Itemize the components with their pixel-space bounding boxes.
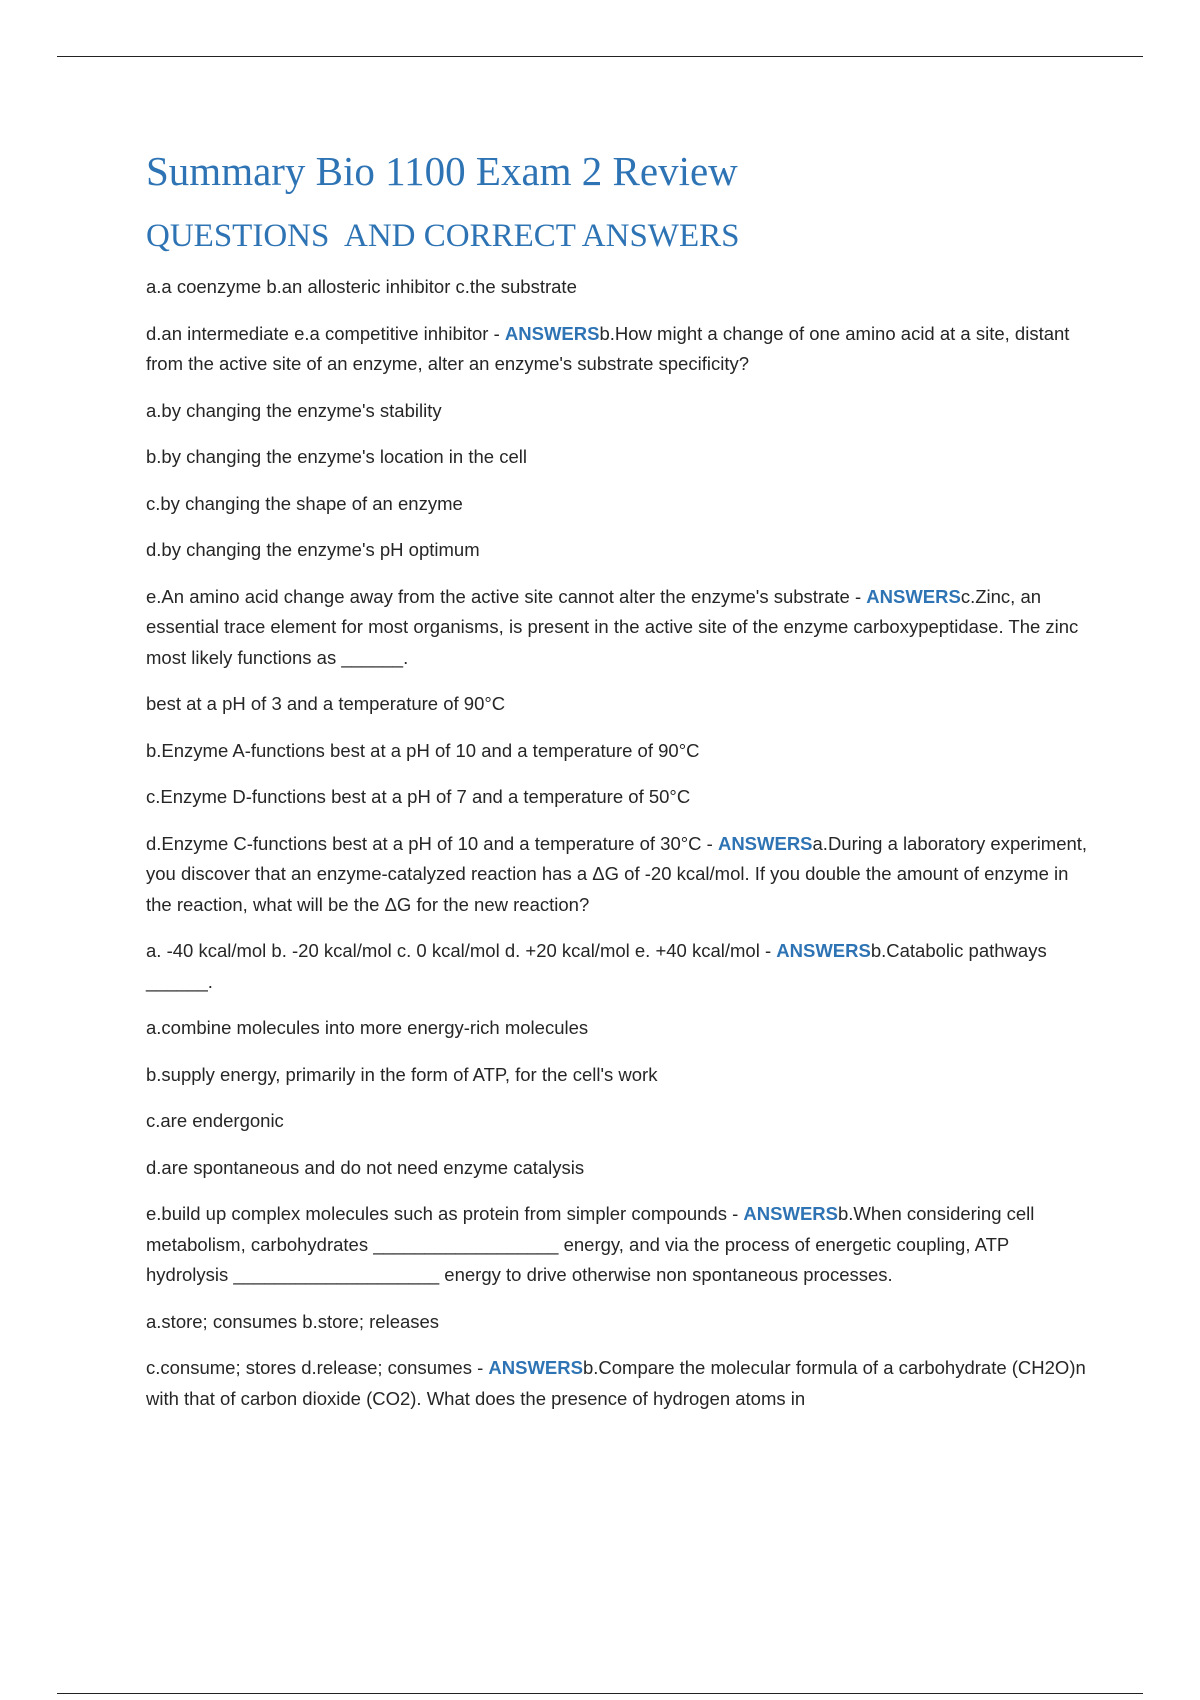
- paragraph-text: b.How might a change of one amino acid at a site, distant from the active site of an enzyme, alter an enzyme's substrate specificity?: [146, 322, 1070, 374]
- question-paragraph: [146, 1199, 1096, 1291]
- answer-label: ANSWERS: [866, 585, 961, 607]
- document-subtitle: QUESTIONS AND CORRECT ANSWERS: [146, 218, 740, 254]
- paragraph-text: d.an intermediate e.a competitive inhibitor -: [146, 322, 505, 344]
- answer-option: a.combine molecules into more energy-rich molecules: [146, 1017, 589, 1038]
- answer-option: c.by changing the shape of an enzyme: [146, 492, 463, 514]
- answer-option: best at a pH of 3 and a temperature of 90°C: [146, 693, 506, 714]
- answer-option: a.store; consumes b.store; releases: [146, 1310, 440, 1332]
- question-paragraph: [146, 319, 1096, 380]
- question-paragraph: [146, 936, 1096, 997]
- header-rule: [57, 56, 1143, 57]
- question-list: [146, 272, 1096, 1414]
- paragraph-text: a. -40 kcal/mol b. -20 kcal/mol c. 0 kcal/mol d. +20 kcal/mol e. +40 kcal/mol -: [146, 940, 777, 961]
- answer-option: a.by changing the enzyme's stability: [146, 399, 442, 421]
- answer-label: ANSWERS: [776, 940, 871, 961]
- paragraph-text: b.Compare the molecular formula of a carbohydrate (CH2O)n with that of carbon dioxide (CO2). What does the presence of hydrogen atoms in: [146, 1357, 1086, 1409]
- answer-option: b.by changing the enzyme's location in the cell: [146, 446, 527, 467]
- question-paragraph: [146, 829, 1096, 921]
- question-paragraph: [146, 582, 1096, 674]
- paragraph-text: b.When considering cell metabolism, carbohydrates __________________ energy, and via the process of energetic coupling, ATP hydrolysis ____________________ energy to drive otherwise non spontaneous processes.: [146, 1203, 1035, 1285]
- answer-label: ANSWERS: [717, 832, 813, 854]
- answer-label: ANSWERS: [504, 322, 600, 344]
- paragraph-text: a.During a laboratory experiment, you discover that an enzyme-catalyzed reaction has a ΔG of -20 kcal/mol. If you double the amount of enzyme in the reaction, what will be the ΔG for the new reaction?: [146, 832, 1088, 915]
- document-title: Summary Bio 1100 Exam 2 Review: [146, 148, 738, 194]
- paragraph-text: b.Catabolic pathways ______.: [146, 940, 1047, 992]
- paragraph-text: e.build up complex molecules such as protein from simpler compounds -: [146, 1203, 744, 1224]
- paragraph-text: c.Zinc, an essential trace element for most organisms, is present in the active site of the enzyme carboxypeptidase. The zinc most likely functions as ______.: [146, 585, 1079, 668]
- paragraph-text: c.consume; stores d.release; consumes -: [146, 1357, 489, 1378]
- answer-option: d.are spontaneous and do not need enzyme catalysis: [146, 1156, 585, 1178]
- answer-option: a.a coenzyme b.an allosteric inhibitor c.the substrate: [146, 276, 577, 297]
- question-paragraph: [146, 1353, 1096, 1414]
- answer-option: c.are endergonic: [146, 1110, 284, 1131]
- answer-label: ANSWERS: [488, 1357, 583, 1378]
- document-body: [146, 146, 1096, 1430]
- paragraph-text: e.An amino acid change away from the active site cannot alter the enzyme's substrate -: [146, 585, 867, 607]
- footer-rule: [57, 1693, 1143, 1694]
- paragraph-text: d.Enzyme C-functions best at a pH of 10 and a temperature of 30°C -: [146, 832, 718, 854]
- answer-option: c.Enzyme D-functions best at a pH of 7 and a temperature of 50°C: [146, 786, 691, 807]
- answer-option: d.by changing the enzyme's pH optimum: [146, 539, 480, 560]
- answer-option: b.supply energy, primarily in the form of ATP, for the cell's work: [146, 1063, 658, 1085]
- answer-label: ANSWERS: [743, 1203, 838, 1224]
- answer-option: b.Enzyme A-functions best at a pH of 10 and a temperature of 90°C: [146, 739, 700, 761]
